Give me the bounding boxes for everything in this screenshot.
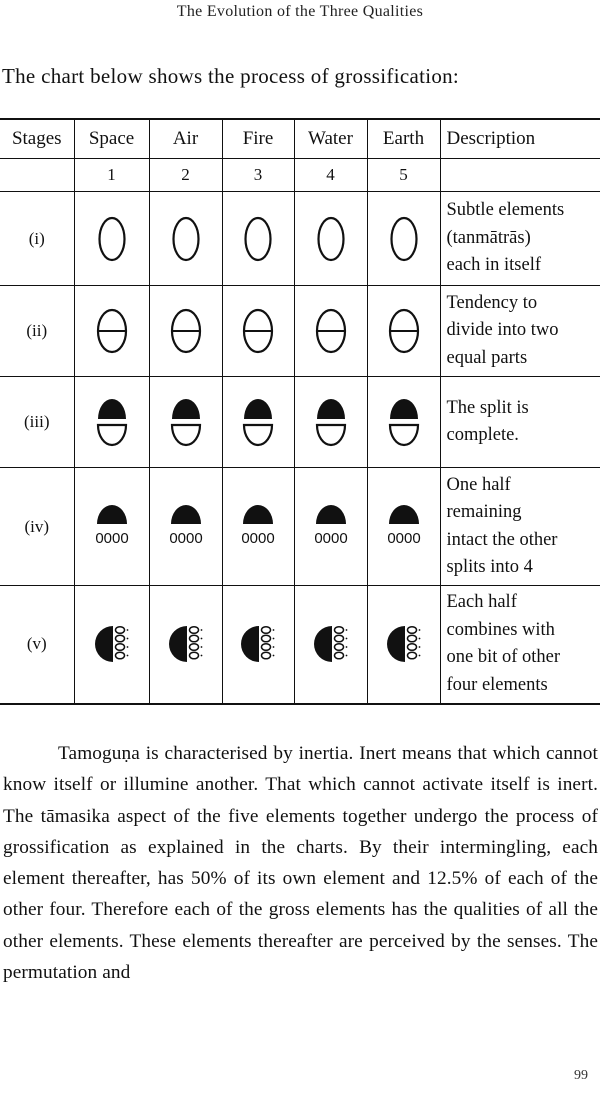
combined-element-icon: [383, 622, 425, 666]
divided-circle-icon: [169, 306, 203, 356]
symbol-cell: [294, 586, 367, 704]
stage-row-5: [0, 586, 600, 704]
number-cell: 3: [222, 159, 294, 192]
split-circle-icon: [314, 395, 348, 449]
header-earth: Earth: [367, 119, 440, 159]
circle-icon: [97, 214, 127, 264]
running-head: The Evolution of the Three Qualities: [176, 3, 424, 20]
header-stages: Stages: [0, 119, 74, 159]
description-line: intact the other: [446, 529, 558, 550]
symbol-cell: [294, 468, 367, 586]
description-cell: [440, 192, 600, 286]
symbol-cell: [74, 377, 149, 468]
bits-label: 0000: [386, 529, 421, 547]
description-cell: [440, 468, 600, 586]
symbol-cell: [74, 286, 149, 377]
combined-element-icon: [91, 622, 133, 666]
number-cell: 5: [367, 159, 440, 192]
page-number: 99: [574, 1068, 588, 1083]
symbol-cell: [367, 586, 440, 704]
number-cell: 4: [294, 159, 367, 192]
symbol-cell: [222, 586, 294, 704]
circle-icon: [389, 214, 419, 264]
half-with-four-bits-icon: [90, 502, 134, 552]
body-paragraph: [3, 738, 598, 988]
grossification-chart: [0, 118, 600, 705]
symbol-cell: [74, 192, 149, 286]
number-cell: 2: [149, 159, 222, 192]
bits-label: 0000: [241, 529, 275, 547]
paragraph-text: Tamoguṇa is characterised by inertia. Inert means that which cannot know itself or illumine another. That which cannot activate itself is inert. The tāmasika aspect of the five elements together undergo the process of grossification as explained in the charts. By their intermingling, each element thereafter, has 50% of its own element and 12.5% of each of the other four. Therefore each of the gross elements has the qualities of all the other elements. These elements thereafter are perceived by the senses. The permutation and: [3, 743, 598, 984]
description-line: Tendency to: [446, 292, 538, 313]
divided-circle-icon: [314, 306, 348, 356]
divided-circle-icon: [241, 306, 275, 356]
divided-circle-icon: [95, 306, 129, 356]
symbol-cell: [367, 377, 440, 468]
symbol-cell: [222, 192, 294, 286]
symbol-cell: [222, 286, 294, 377]
intro-line: The chart below shows the process of grossification:: [2, 64, 460, 88]
combined-element-icon: [237, 622, 279, 666]
number-cell-empty: [0, 159, 74, 192]
circle-icon: [316, 214, 346, 264]
split-circle-icon: [387, 395, 421, 449]
stage-row-4: [0, 468, 600, 586]
split-circle-icon: [241, 395, 275, 449]
description-line: one bit of other: [446, 647, 561, 668]
description-line: complete.: [446, 425, 519, 445]
circle-icon: [243, 214, 273, 264]
combined-element-icon: [165, 622, 207, 666]
symbol-cell: [367, 286, 440, 377]
bits-label: 0000: [313, 529, 348, 547]
symbol-cell: [149, 192, 222, 286]
combined-element-icon: [310, 622, 352, 666]
half-with-four-bits-icon: [309, 502, 353, 552]
header-fire: Fire: [222, 119, 294, 159]
symbol-cell: [294, 377, 367, 468]
half-with-four-bits-icon: [236, 502, 280, 552]
stage-label: (v): [0, 586, 74, 704]
half-with-four-bits-icon: [164, 502, 208, 552]
stage-row-3: [0, 377, 600, 468]
description-line: divide into two: [446, 320, 559, 341]
divided-circle-icon: [387, 306, 421, 356]
stage-label: (i): [0, 192, 74, 286]
symbol-cell: [222, 468, 294, 586]
symbol-cell: [367, 468, 440, 586]
description-line: remaining: [446, 502, 522, 522]
description-cell: [440, 377, 600, 468]
bits-label: 0000: [94, 529, 129, 547]
bits-label: 0000: [168, 529, 203, 547]
description-line: (tanmātrās): [446, 227, 531, 248]
symbol-cell: [149, 586, 222, 704]
description-cell: [440, 286, 600, 377]
stage-label: (iv): [0, 468, 74, 586]
stage-row-1: [0, 192, 600, 286]
description-line: The split is: [446, 397, 529, 418]
description-line: Each half: [446, 592, 517, 613]
description-line: combines with: [446, 619, 555, 640]
symbol-cell: [294, 192, 367, 286]
stage-row-2: [0, 286, 600, 377]
description-line: each in itself: [446, 255, 542, 276]
description-line: One half: [446, 474, 511, 495]
description-line: equal parts: [446, 347, 528, 368]
header-description: Description: [440, 119, 600, 159]
number-row: [0, 159, 600, 192]
stage-label: (iii): [0, 377, 74, 468]
number-cell-empty: [440, 159, 600, 192]
header-air: Air: [149, 119, 222, 159]
symbol-cell: [149, 286, 222, 377]
symbol-cell: [74, 586, 149, 704]
header-space: Space: [74, 119, 149, 159]
symbol-cell: [149, 468, 222, 586]
symbol-cell: [222, 377, 294, 468]
split-circle-icon: [95, 395, 129, 449]
half-with-four-bits-icon: [382, 502, 426, 552]
stage-label: (ii): [0, 286, 74, 377]
symbol-cell: [367, 192, 440, 286]
description-line: four elements: [446, 674, 548, 695]
description-line: Subtle elements: [446, 200, 565, 221]
circle-icon: [171, 214, 201, 264]
split-circle-icon: [169, 395, 203, 449]
number-cell: 1: [74, 159, 149, 192]
symbol-cell: [294, 286, 367, 377]
description-cell: [440, 586, 600, 704]
header-row: [0, 119, 600, 159]
symbol-cell: [74, 468, 149, 586]
description-line: splits into 4: [446, 557, 533, 577]
symbol-cell: [149, 377, 222, 468]
header-water: Water: [294, 119, 367, 159]
